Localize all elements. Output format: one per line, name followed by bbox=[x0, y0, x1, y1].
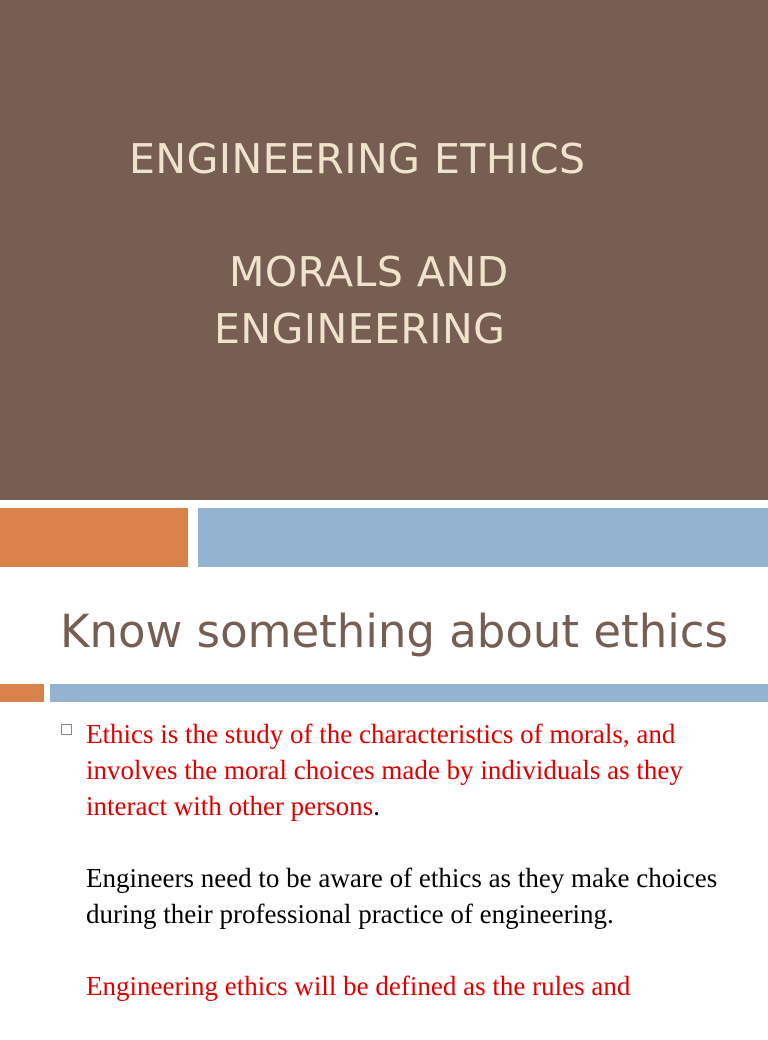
slide-title: Know something about ethics bbox=[60, 605, 728, 658]
title-line-1: ENGINEERING ETHICS bbox=[129, 135, 586, 183]
bullet-square-icon bbox=[61, 724, 72, 735]
orange-divider-bar bbox=[0, 684, 44, 702]
paragraph-2: Engineers need to be aware of ethics as they make choices during their professional practice of engineering. bbox=[86, 863, 718, 929]
paragraph-1-end: . bbox=[373, 791, 380, 821]
title-slide bbox=[0, 0, 768, 500]
blue-divider-bar bbox=[50, 684, 768, 702]
title-line-3: ENGINEERING bbox=[214, 305, 506, 353]
paragraph-1-emphasis: Ethics is the study of the characteristics of morals, and involves the moral choices made by individuals as they interact with other persons bbox=[86, 719, 683, 821]
bullet-content bbox=[86, 716, 726, 1040]
orange-accent-bar bbox=[0, 508, 188, 567]
blue-accent-bar bbox=[198, 508, 768, 567]
title-line-2: MORALS AND bbox=[229, 248, 509, 296]
paragraph-3: Engineering ethics will be defined as the rules and bbox=[86, 971, 631, 1001]
paragraph-1 bbox=[86, 716, 726, 824]
